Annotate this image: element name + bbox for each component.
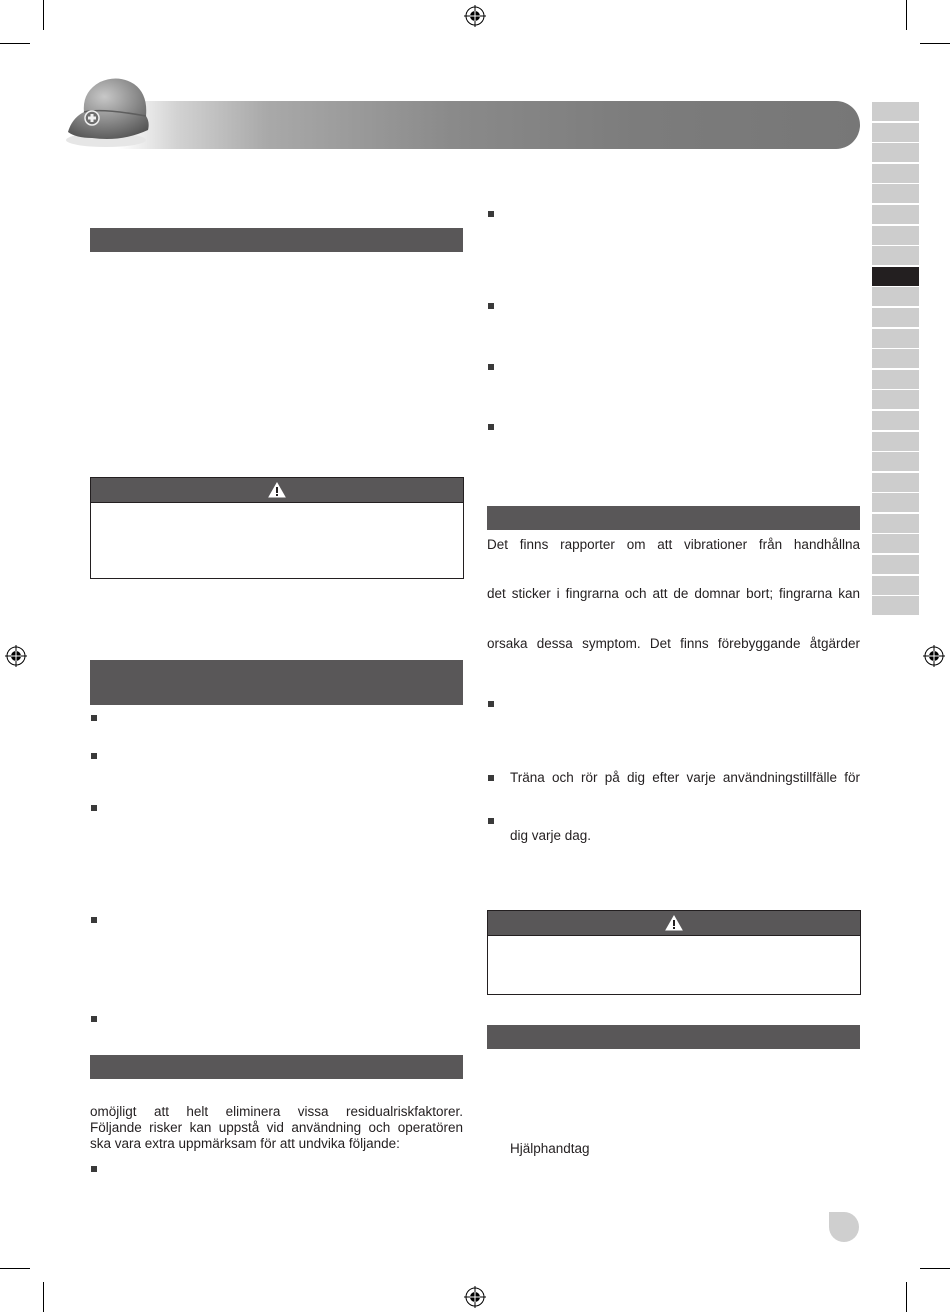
language-tab[interactable] — [872, 493, 919, 512]
crop-mark — [920, 43, 950, 44]
section-heading-bar — [90, 1055, 463, 1079]
section-heading-bar — [487, 1025, 860, 1049]
page-number-marker — [829, 1212, 859, 1242]
parts-list-item: Hjälphandtag — [510, 1141, 590, 1156]
language-tab[interactable] — [872, 349, 919, 368]
section-heading-bar — [90, 228, 463, 252]
language-tab[interactable] — [872, 287, 919, 306]
registration-mark-icon — [923, 645, 945, 667]
crop-mark — [906, 0, 907, 30]
vibration-line: det sticker i fingrarna och att de domnar bort; fingrarna kan — [487, 586, 860, 601]
bullet-marker — [91, 715, 97, 721]
bullet-marker — [91, 753, 97, 759]
warning-header — [488, 911, 860, 936]
language-tab[interactable] — [872, 308, 919, 327]
bullet-marker — [488, 211, 494, 217]
warning-triangle-icon — [268, 482, 286, 498]
bullet-marker — [488, 775, 494, 781]
bullet-marker — [91, 1016, 97, 1022]
language-tab[interactable] — [872, 411, 919, 430]
language-tab[interactable] — [872, 370, 919, 389]
section-heading-bar — [90, 660, 463, 705]
exercise-bullet-text: Träna och rör på dig efter varje användningstillfälle för — [510, 770, 860, 785]
language-tab[interactable] — [872, 452, 919, 471]
language-tab[interactable] — [872, 534, 919, 553]
language-tab[interactable] — [872, 123, 919, 142]
language-tab[interactable] — [872, 432, 919, 451]
crop-mark — [43, 0, 44, 30]
language-tab[interactable] — [872, 246, 919, 265]
language-tab[interactable] — [872, 514, 919, 533]
language-tab-active[interactable] — [872, 267, 919, 286]
registration-mark-icon — [464, 1286, 486, 1308]
language-tab[interactable] — [872, 555, 919, 574]
warning-header — [91, 478, 463, 503]
bullet-marker — [488, 701, 494, 707]
crop-mark — [906, 1282, 907, 1312]
language-tab[interactable] — [872, 205, 919, 224]
language-tab[interactable] — [872, 102, 919, 121]
header-banner — [118, 101, 860, 149]
crop-mark — [0, 43, 30, 44]
warning-box — [487, 910, 861, 995]
bullet-marker — [488, 818, 494, 824]
warning-triangle-icon — [665, 915, 683, 931]
crop-mark — [43, 1282, 44, 1312]
section-heading-bar — [487, 506, 860, 530]
language-tab[interactable] — [872, 576, 919, 595]
daily-bullet-text: dig varje dag. — [510, 828, 592, 843]
language-tab[interactable] — [872, 226, 919, 245]
vibration-line: Det finns rapporter om att vibrationer från handhållna — [487, 537, 860, 552]
language-tab-strip — [872, 102, 919, 617]
bullet-marker — [91, 917, 97, 923]
bullet-marker — [91, 1166, 97, 1172]
intro-paragraph-line: omöjligt att helt eliminera vissa residualriskfaktorer. — [90, 1104, 463, 1119]
language-tab[interactable] — [872, 329, 919, 348]
language-tab[interactable] — [872, 184, 919, 203]
crop-mark — [920, 1268, 950, 1269]
registration-mark-icon — [464, 5, 486, 27]
registration-mark-icon — [5, 645, 27, 667]
intro-paragraph-line: Följande risker kan uppstå vid användning och operatören — [90, 1120, 463, 1135]
vibration-line: orsaka dessa symptom. Det finns förebyggande åtgärder — [487, 636, 860, 651]
bullet-marker — [488, 303, 494, 309]
bullet-marker — [91, 805, 97, 811]
crop-mark — [0, 1268, 30, 1269]
language-tab[interactable] — [872, 143, 919, 162]
language-tab[interactable] — [872, 390, 919, 409]
safety-helmet-icon — [62, 72, 154, 152]
language-tab[interactable] — [872, 473, 919, 492]
warning-box — [90, 477, 464, 579]
language-tab[interactable] — [872, 164, 919, 183]
intro-paragraph-line: ska vara extra uppmärksam för att undvika följande: — [90, 1136, 400, 1151]
language-tab[interactable] — [872, 596, 919, 615]
bullet-marker — [488, 424, 494, 430]
bullet-marker — [488, 364, 494, 370]
